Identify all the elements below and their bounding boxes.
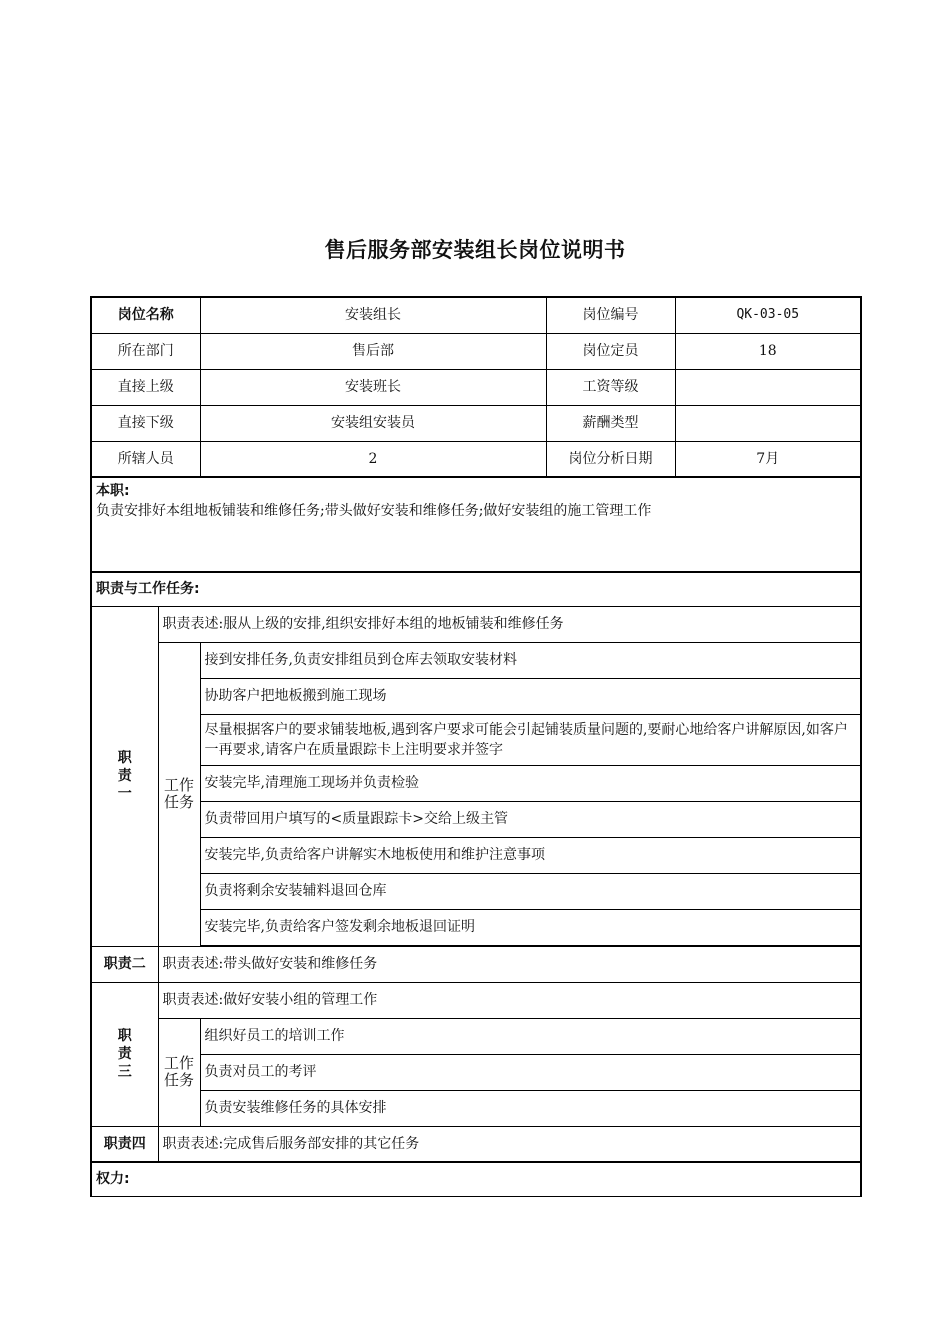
task-row	[91, 909, 861, 945]
duty2-label: 职责二	[91, 946, 158, 982]
benzhi-row	[91, 477, 861, 572]
info-value: 售后部	[200, 333, 546, 369]
duty4-label: 职责四	[91, 1126, 158, 1162]
info-label: 所在部门	[91, 333, 200, 369]
duty3-label-text: 职责三	[117, 1028, 132, 1080]
duty1-task-label-text: 工作任务	[163, 776, 194, 811]
info-row	[91, 405, 861, 441]
task-row	[91, 1054, 861, 1090]
info-label: 直接下级	[91, 405, 200, 441]
benzhi-text: 负责安排好本组地板铺装和维修任务;带头做好安装和维修任务;做好安装组的施工管理工作	[96, 503, 652, 519]
task-row	[91, 642, 861, 678]
info-label: 工资等级	[546, 369, 675, 405]
duty3-task-label-text: 工作任务	[163, 1054, 194, 1089]
task-item: 负责安装维修任务的具体安排	[200, 1090, 861, 1126]
info-label: 所辖人员	[91, 441, 200, 477]
info-row	[91, 441, 861, 477]
task-item: 安装完毕,负责给客户讲解实木地板使用和维护注意事项	[200, 837, 861, 873]
task-row	[91, 714, 861, 765]
duty2-row	[91, 946, 861, 982]
info-value	[675, 405, 861, 441]
info-value: 安装组长	[200, 297, 546, 333]
info-label: 岗位定员	[546, 333, 675, 369]
power-row	[91, 1162, 861, 1196]
info-label: 岗位名称	[91, 297, 200, 333]
info-label: 岗位分析日期	[546, 441, 675, 477]
info-value: 7月	[675, 441, 861, 477]
info-value: 2	[200, 441, 546, 477]
duty1-desc: 职责表述:服从上级的安排,组织安排好本组的地板铺装和维修任务	[158, 606, 861, 642]
duty4-row	[91, 1126, 861, 1162]
task-row	[91, 765, 861, 801]
info-value: 安装班长	[200, 369, 546, 405]
info-value: QK-03-05	[675, 297, 861, 333]
task-row	[91, 837, 861, 873]
info-label: 薪酬类型	[546, 405, 675, 441]
info-value: 安装组安装员	[200, 405, 546, 441]
task-item: 负责对员工的考评	[200, 1054, 861, 1090]
benzhi-label: 本职:	[96, 483, 130, 499]
task-item: 负责带回用户填写的<质量跟踪卡>交给上级主管	[200, 801, 861, 837]
task-row	[91, 873, 861, 909]
task-item: 负责将剩余安装辅料退回仓库	[200, 873, 861, 909]
duty1-label	[91, 606, 158, 946]
page-title: 售后服务部安装组长岗位说明书	[324, 238, 626, 262]
task-item: 协助客户把地板搬到施工现场	[200, 678, 861, 714]
task-row	[91, 801, 861, 837]
task-item: 接到安排任务,负责安排组员到仓库去领取安装材料	[200, 642, 861, 678]
job-description-table	[90, 296, 862, 1197]
info-label: 直接上级	[91, 369, 200, 405]
duty4-desc: 职责表述:完成售后服务部安排的其它任务	[158, 1126, 861, 1162]
info-label: 岗位编号	[546, 297, 675, 333]
duty3-task-label	[158, 1018, 200, 1126]
task-item: 尽量根据客户的要求铺装地板,遇到客户要求可能会引起铺装质量问题的,要耐心地给客户讲解原因,如客户一再要求,请客户在质量跟踪卡上注明要求并签字	[200, 714, 861, 765]
power-label: 权力:	[91, 1162, 861, 1196]
task-row	[91, 1090, 861, 1126]
task-row	[91, 1018, 861, 1054]
duties-header: 职责与工作任务:	[91, 572, 861, 606]
duty3-label	[91, 982, 158, 1126]
info-row	[91, 333, 861, 369]
duty2-desc: 职责表述:带头做好安装和维修任务	[158, 946, 861, 982]
task-item: 安装完毕,负责给客户签发剩余地板退回证明	[200, 909, 861, 945]
duty3-desc: 职责表述:做好安装小组的管理工作	[158, 982, 861, 1018]
info-row	[91, 297, 861, 333]
duty1-label-text: 职责一	[117, 750, 132, 802]
info-row	[91, 369, 861, 405]
duty3-desc-row	[91, 982, 861, 1018]
duty1-desc-row	[91, 606, 861, 642]
duty1-task-label	[158, 642, 200, 946]
info-value: 18	[675, 333, 861, 369]
benzhi-cell	[91, 477, 861, 572]
duties-header-row	[91, 572, 861, 606]
task-item: 安装完毕,清理施工现场并负责检验	[200, 765, 861, 801]
task-item: 组织好员工的培训工作	[200, 1018, 861, 1054]
task-row	[91, 678, 861, 714]
info-value	[675, 369, 861, 405]
